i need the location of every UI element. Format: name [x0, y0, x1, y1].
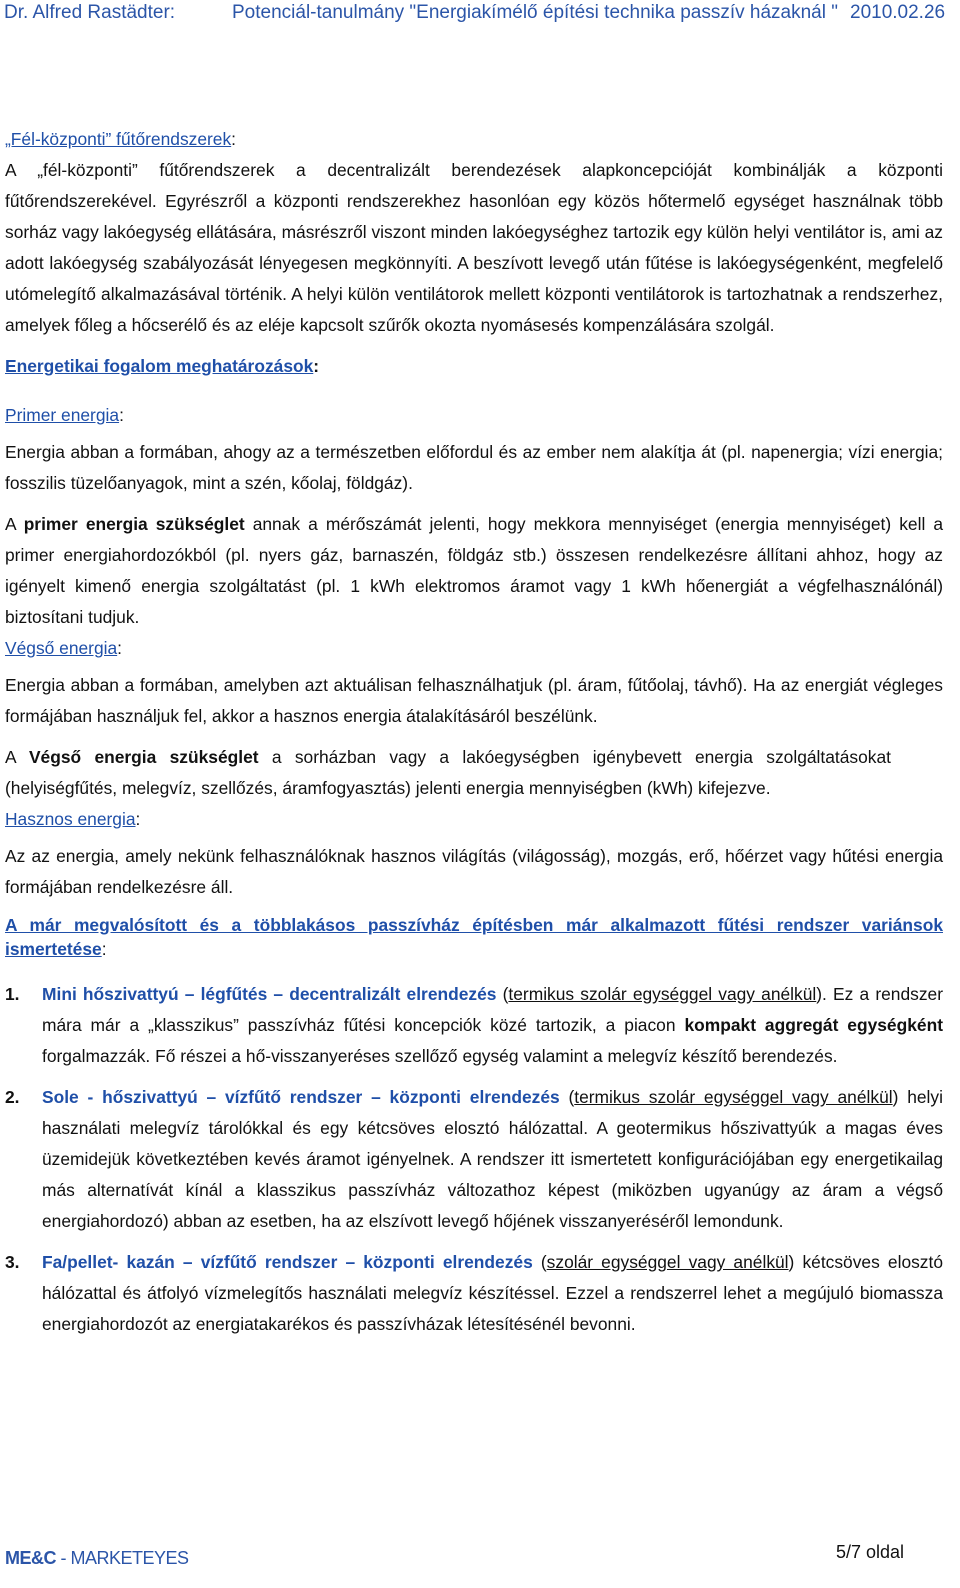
list-item-number: 3.: [5, 1252, 20, 1272]
footer-brand: ME&C - MARKETEYES: [5, 1548, 189, 1568]
list-item: 2. Sole - hőszivattyú – vízfűtő rendszer – központi elrendezés (termikus szolár egységgel vagy anélkül) helyi használati melegvíz tárolókkal és egy kétcsöves elosztó hálózattal. A geotermikus hőszivattyúk a magas éves üzemidejük következtében kevés áramot igényelnek. A rendszer itt ismertetett konfigurációjában egy energetikailag más alternatívát kínál a klasszikus passzívház változathoz képest (miközben ugyanúgy az áram a végső energiahordozó) abban az esetben, ha az elszívott levegő hőjének visszanyeréséről lemondunk.: [5, 1082, 943, 1237]
paragraph-primary-energy-definition: Energia abban a formában, ahogy az a természetben előfordul és az ember nem alakítja át (pl. napenergia; vízi energia; fosszilis tüzelőanyagok, mint a szén, kőolaj, földgáz).: [5, 442, 943, 493]
list-item: 3. Fa/pellet- kazán – vízfűtő rendszer – központi elrendezés (szolár egységgel vagy anélkül) kétcsöves elosztó hálózattal és átfolyó vízmelegítős használati melegvíz készítéssel. Ezzel a rendszerrel lehet a megújuló biomassza energiahordozót az energiatakarékos és passzívházak létesítésénél bevonni.: [5, 1247, 943, 1340]
heading-primary-energy: Primer energia:: [5, 405, 124, 425]
header-title: Potenciál-tanulmány "Energiakímélő építési technika passzív házaknál ": [232, 2, 838, 23]
list-item-number: 1.: [5, 984, 20, 1004]
list-item-title: Fa/pellet- kazán – vízfűtő rendszer – központi elrendezés: [42, 1252, 533, 1272]
paragraph-final-energy-definition: Energia abban a formában, amelyben azt aktuálisan felhasználhatjuk (pl. áram, fűtőolaj, távhő). Ha az energiát végleges formájában használjuk fel, akkor a hasznos energia átalakításáról beszélünk.: [5, 675, 943, 726]
document-body: [5, 124, 943, 1340]
heating-variant-list: [5, 979, 943, 1340]
paragraph-final-energy-demand: A Végső energia szükséglet a sorházban vagy a lakóegységben igénybevett energia szolgáltatásokat (helyiségfűtés, melegvíz, szellőzés, áramfogyasztás) jelenti energia mennyiségben (kWh) kifejezve.: [5, 747, 891, 798]
section-heading-definitions: Energetikai fogalom meghatározások:: [5, 356, 320, 376]
paragraph-primary-energy-demand: A primer energia szükséglet annak a mérőszámát jelenti, hogy mekkora mennyiséget (energia mennyiséget) kell a primer energiahordozókból (pl. nyers gáz, barnaszén, földgáz stb.) összesen rendelkezésre állítani ahhoz, hogy az igényelt kimenő energia szolgáltatást (pl. 1 kWh elektromos áramot vagy 1 kWh hőenergiát a végfelhasználónál) biztosítani tudjuk.: [5, 514, 944, 627]
list-item-number: 2.: [5, 1087, 20, 1107]
heading-heating-variants: A már megvalósított és a többlakásos passzívház építésben már alkalmazott fűtési rendszer variánsok ismertetése:: [5, 915, 943, 959]
section-heading-semi-central: „Fél-központi” fűtőrendszerek:: [5, 129, 237, 149]
list-item: 1. Mini hőszivattyú – légfűtés – decentralizált elrendezés (termikus szolár egységgel vagy anélkül). Ez a rendszer mára már a „klasszikus” passzívház fűtési koncepciók közé tartozik, a piacon kompakt aggregát egységként forgalmazzák. Fő részei a hő-visszanyeréses szellőző egység valamint a melegvíz készítő berendezés.: [5, 979, 943, 1072]
page-header: [0, 0, 960, 28]
heading-useful-energy: Hasznos energia:: [5, 809, 141, 829]
heading-final-energy: Végső energia:: [5, 638, 122, 658]
list-item-title: Sole - hőszivattyú – vízfűtő rendszer – központi elrendezés: [42, 1087, 560, 1107]
header-date: 2010.02.26: [850, 2, 946, 23]
paragraph-useful-energy: Az az energia, amely nekünk felhasználóknak hasznos világítás (világosság), mozgás, erő, hőérzet vagy hűtési energia formájában rendelkezésre áll.: [5, 846, 943, 897]
list-item-title: Mini hőszivattyú – légfűtés – decentralizált elrendezés: [42, 984, 497, 1004]
paragraph-semi-central: A „fél-központi” fűtőrendszerek a decentralizált berendezések alapkoncepcióját kombinálják a központi fűtőrendszerekével. Egyrészről a központi rendszerekhez hasonlóan egy közös hőtermelő egységet használnak több sorház vagy lakóegység ellátására, másrészről viszont minden lakóegységhez tartozik egy külön helyi ventilátor is, ami az adott lakóegység szabályozását lényegesen megkönnyíti. A beszívott levegő után fűtése is lakóegységenként, megfelelő utómelegítő alkalmazásával történik. A helyi külön ventilátorok mellett központi ventilátorok is tartozhatnak a rendszerhez, amelyek főleg a hőcserélő és az eléje kapcsolt szűrők okozta nyomásesés kompenzálására szolgál.: [5, 160, 943, 335]
footer-page-number: 5/7 oldal: [836, 1542, 905, 1562]
header-author: Dr. Alfred Rastädter:: [4, 2, 176, 23]
